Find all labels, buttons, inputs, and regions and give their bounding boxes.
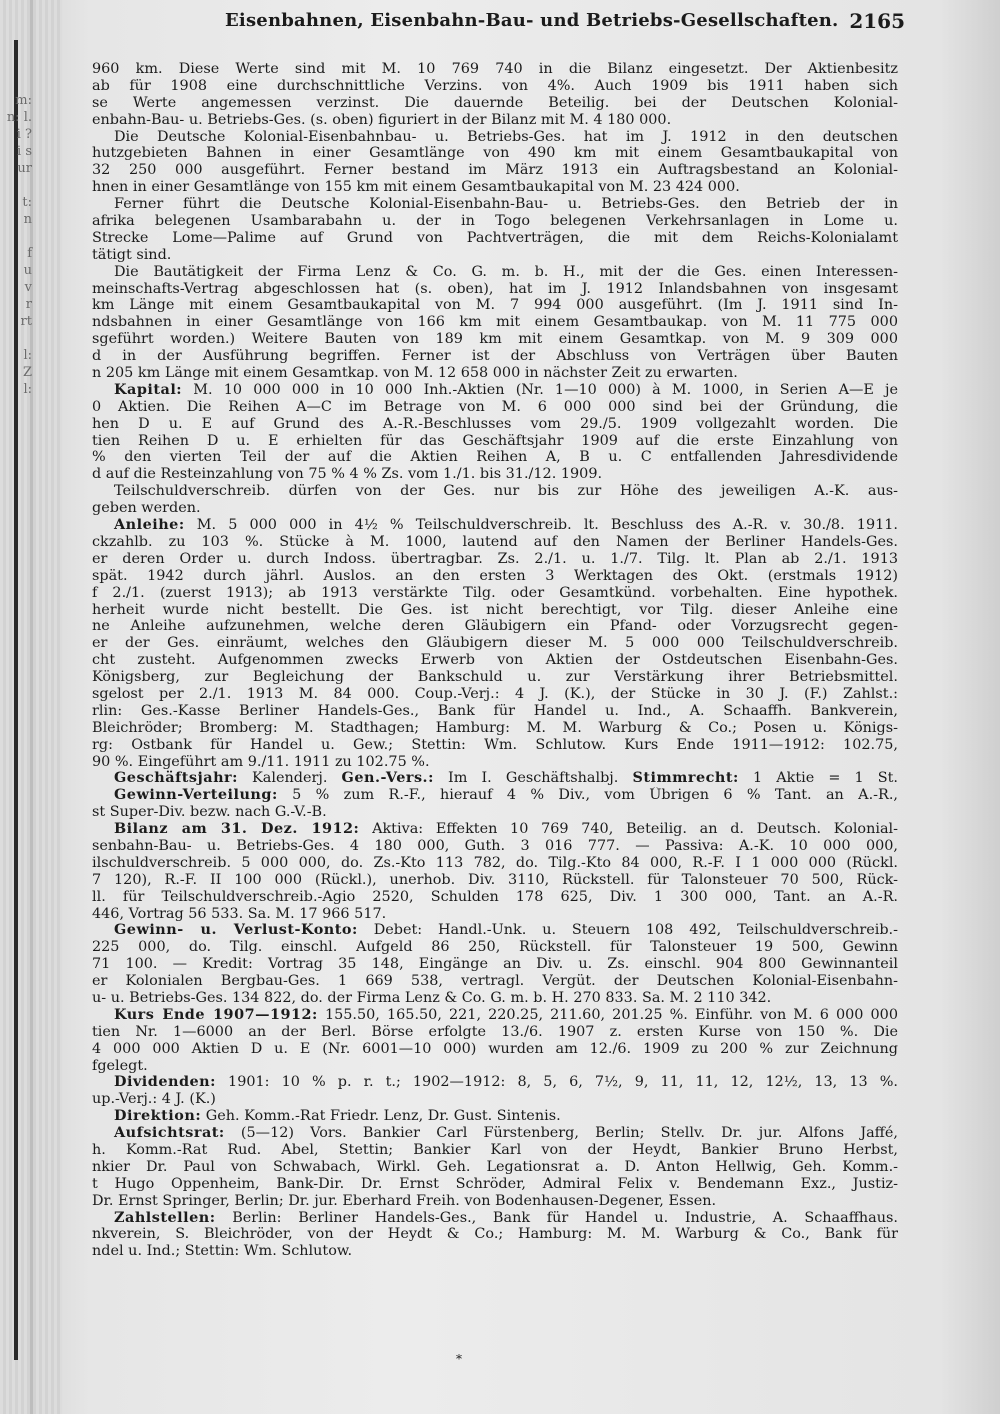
text-line — [92, 264, 898, 281]
line-text: Teilschuldverschreib. dürfen von der Ges. nur bis zur Höhe des jeweiligen A.-K. aus- — [114, 483, 898, 500]
text-line — [92, 1176, 898, 1193]
text-line — [92, 1058, 898, 1075]
text-line — [92, 162, 898, 179]
text-line — [92, 145, 898, 162]
text-line — [92, 939, 898, 956]
line-text: 4 000 000 Aktien D u. E (Nr. 6001—10 000) wurden am 12./6. 1909 zu 200 % zur Zeichnung — [92, 1040, 898, 1057]
text-line — [92, 331, 898, 348]
section-label: Geschäftsjahr: — [114, 770, 238, 787]
margin-fragment: m: — [15, 93, 32, 108]
running-title: Eisenbahnen, Eisenbahn-Bau- und Betriebs-Gesellschaften. — [225, 10, 839, 31]
text-line — [92, 416, 898, 433]
line-text: t Hugo Oppenheim, Bank-Dir. Dr. Ernst Schröder, Admiral Felix v. Bendemann Exz., Justiz- — [92, 1175, 898, 1192]
line-text: st Super-Div. bezw. nach G.-V.-B. — [92, 804, 327, 821]
line-text: 7 120), R.-F. II 100 000 (Rückl.), unerhob. Div. 3110, Rückstell. für Talonsteuer 70 500, Rück- — [92, 871, 898, 888]
text-line — [92, 1091, 898, 1108]
margin-fragment — [0, 330, 60, 347]
line-text: se Werte angemessen verzinst. Die dauernde Beteilig. bei der Deutschen Kolonial- — [92, 94, 898, 111]
text-line — [92, 1041, 898, 1058]
text-line — [92, 821, 898, 838]
line-text: 90 %. Eingeführt am 9./11. 1911 zu 102.75 %. — [92, 753, 430, 770]
text-line — [92, 720, 898, 737]
line-text: enbahn-Bau- u. Betriebs-Ges. (s. oben) figuriert in der Bilanz mit M. 4 180 000. — [92, 111, 672, 128]
text-line — [92, 297, 898, 314]
line-text: nkverein, S. Bleichröder, von der Heydt & Co.; Hamburg: M. M. Warburg & Co., Bank für — [92, 1226, 898, 1243]
section-label: Kapital: — [114, 381, 183, 398]
line-text: up.-Verj.: 4 J. (K.) — [92, 1091, 216, 1108]
line-text: Ferner führt die Deutsche Kolonial-Eisenbahn-Bau- u. Betriebs-Ges. den Betrieb der in — [114, 196, 898, 213]
text-line — [92, 838, 898, 855]
line-text: ckzahlb. zu 103 %. Stücke à M. 1000, lautend auf den Namen der Berliner Handels-Ges. — [92, 533, 898, 550]
margin-fragment: n: l. — [6, 110, 32, 125]
adjacent-page-bleed — [0, 92, 60, 398]
text-line — [92, 1226, 898, 1243]
margin-fragment — [0, 177, 60, 194]
line-text: geben werden. — [92, 500, 201, 517]
line-text: cht zusteht. Aufgenommen zwecks Erwerb von Aktien der Ostdeutschen Eisenbahn-Ges. — [92, 652, 898, 669]
text-line — [92, 129, 898, 146]
text-line — [92, 247, 898, 264]
text-line — [92, 483, 898, 500]
text-line — [92, 179, 898, 196]
section-label: Gen.-Vers.: — [341, 770, 434, 787]
line-text: spät. 1942 durch jährl. Auslos. an den ersten 3 Werktagen des Okt. (erstmals 1912) — [92, 567, 898, 584]
text-line — [92, 906, 898, 923]
margin-fragment: Z — [22, 365, 32, 380]
section-label: Anleihe: — [114, 517, 185, 534]
line-text: % den vierten Teil der auf die Aktien Reihen A, B u. C entfallenden Jahresdividende — [92, 449, 898, 466]
line-text: senbahn-Bau- u. Betriebs-Ges. 4 180 000, Guth. 3 016 777. — Passiva: A.-K. 10 000 000, — [92, 837, 898, 854]
line-text: hen D u. E auf Grund des A.-R.-Beschlusses vom 29./5. 1909 vollgezahlt worden. Die — [92, 415, 898, 432]
text-line — [92, 754, 898, 771]
section-label: Zahlstellen: — [114, 1209, 216, 1226]
line-text: 155.50, 165.50, 221, 220.25, 211.60, 201.25 %. Einführ. von M. 6 000 000 — [317, 1006, 898, 1023]
text-line — [92, 585, 898, 602]
line-text: Im I. Geschäftshalbj. — [433, 770, 633, 787]
text-line — [92, 95, 898, 112]
line-text: d auf die Resteinzahlung von 75 % 4 % Zs. vom 1./1. bis 31./12. 1909. — [92, 466, 603, 483]
section-label: Bilanz am 31. Dez. 1912: — [114, 821, 360, 838]
line-text: fgelegt. — [92, 1057, 148, 1074]
line-text: 71 100. — Kredit: Vortrag 35 148, Eingänge an Div. u. Zs. einschl. 904 800 Gewinnanteil — [92, 956, 898, 973]
line-text: d in der Ausführung begriffen. Ferner ist der Abschluss von Verträgen über Bauten — [92, 348, 898, 365]
line-text: Geh. Komm.-Rat Friedr. Lenz, Dr. Gust. Sintenis. — [201, 1108, 561, 1125]
text-line — [92, 449, 898, 466]
text-line — [92, 551, 898, 568]
line-text: Kalenderj. — [237, 770, 342, 787]
line-text: ab für 1908 eine durchschnittliche Verzins. von 4%. Auch 1909 bis 1911 haben sich — [92, 77, 898, 94]
text-line — [92, 399, 898, 416]
line-text: Berlin: Berliner Handels-Ges., Bank für Handel u. Industrie, A. Schaaffhaus. — [215, 1209, 898, 1226]
line-text: er Kolonialen Bergbau-Ges. 1 669 538, vertragl. Vergüt. der Deutschen Kolonial-Eisenbahn- — [92, 973, 898, 990]
line-text: er deren Order u. durch Indoss. übertragbar. Zs. 2./1. u. 1./7. Tilg. lt. Plan ab 2./1. 1913 — [92, 550, 898, 567]
text-line — [92, 534, 898, 551]
section-label: Dividenden: — [114, 1074, 216, 1091]
margin-fragment: t: — [22, 195, 32, 210]
text-line — [92, 196, 898, 213]
margin-fragment: n — [23, 212, 32, 227]
line-text: 960 km. Diese Werte sind mit M. 10 769 740 in die Bilanz eingesetzt. Der Aktienbesitz — [92, 61, 898, 77]
text-line — [92, 78, 898, 95]
section-label: Gewinn- u. Verlust-Konto: — [114, 922, 358, 939]
text-line — [92, 112, 898, 129]
text-line — [92, 922, 898, 939]
text-line — [92, 737, 898, 754]
line-text: nkier Dr. Paul von Schwabach, Wirkl. Geh. Legationsrat a. D. Anton Hellwig, Geh. Komm.- — [92, 1158, 898, 1175]
line-text: Bleichröder; Bromberg: M. Stadthagen; Hamburg: M. M. Warburg & Co.; Posen u. Königs- — [92, 719, 898, 736]
text-line — [92, 889, 898, 906]
line-text: rg: Ostbank für Handel u. Gew.; Stettin: Wm. Schlutow. Kurs Ende 1911—1912: 102.75, — [92, 736, 898, 753]
line-text: ndel u. Ind.; Stettin: Wm. Schlutow. — [92, 1243, 353, 1260]
text-line — [92, 365, 898, 382]
line-text: afrika belegenen Usambarabahn u. der in Togo belegenen Verkehrsanlagen in Lome u. — [92, 213, 898, 230]
line-text: Königsberg, zur Begleichung der Bankschuld u. zur Verstärkung ihrer Betriebsmittel. — [92, 669, 898, 686]
text-line — [92, 1074, 898, 1091]
text-line — [92, 382, 898, 399]
line-text: 32 250 000 ausgeführt. Ferner bestand im März 1913 ein Auftragsbestand an Kolonial- — [92, 162, 898, 179]
text-line — [92, 230, 898, 247]
section-label: Gewinn-Verteilung: — [114, 787, 278, 804]
text-line — [92, 686, 898, 703]
margin-fragment: l: — [23, 382, 32, 397]
line-text: Die Bautätigkeit der Firma Lenz & Co. G. m. b. H., mit der die Ges. einen Interessen- — [114, 263, 898, 280]
section-label: Aufsichtsrat: — [114, 1125, 225, 1142]
text-line — [92, 652, 898, 669]
line-text: hutzgebieten Bahnen in einer Gesamtlänge von 490 km mit einem Gesamtbaukapital von — [92, 145, 898, 162]
line-text: f 2./1. (zuerst 1913); ab 1913 verstärkte Tilg. oder Gesamtkünd. vorbehalten. Eine hypothek. — [92, 584, 898, 601]
text-line — [92, 855, 898, 872]
text-line — [92, 973, 898, 990]
line-text: meinschafts-Vertrag abgeschlossen hat (s. oben), hat im J. 1912 Inlandsbahnen von insgesamt — [92, 280, 898, 297]
line-text: M. 5 000 000 in 4½ % Teilschuldverschreib. lt. Beschluss des A.-R. v. 30./8. 1911. — [184, 517, 898, 534]
text-line — [92, 568, 898, 585]
text-line — [92, 1243, 898, 1260]
margin-fragment: f — [27, 246, 32, 261]
line-text: ne Anleihe aufzunehmen, welche deren Gläubigern ein Pfand- oder Vorzugsrecht gegen- — [92, 618, 898, 635]
section-label: Kurs Ende 1907—1912: — [114, 1006, 318, 1023]
line-text: n 205 km Länge mit einem Gesamtkap. von M. 12 658 000 in nächster Zeit zu erwarten. — [92, 365, 738, 382]
body-text — [92, 61, 898, 1260]
line-text: ll. für Teilschuldverschreib.-Agio 2520, Schulden 178 625, Div. 1 300 000, Tant. an A.-R. — [92, 888, 898, 905]
text-line — [92, 1024, 898, 1041]
line-text: h. Komm.-Rat Rud. Abel, Stettin; Bankier Karl von der Heydt, Bankier Bruno Herbst, — [92, 1142, 898, 1158]
text-line — [92, 602, 898, 619]
line-text: herheit wurde nicht bestellt. Die Ges. ist nicht berechtigt, vor Tilg. dieser Anleihe eine — [92, 601, 898, 618]
page-header — [95, 2, 905, 34]
margin-fragment: r — [25, 297, 32, 312]
margin-fragment: i s — [17, 144, 32, 159]
margin-fragment: ur — [17, 161, 32, 176]
text-line — [92, 1159, 898, 1176]
text-line — [92, 517, 898, 534]
text-line — [92, 635, 898, 652]
margin-fragment: u — [23, 263, 32, 278]
page-number: 2165 — [849, 9, 905, 33]
margin-fragment: v — [24, 280, 32, 295]
section-label: Stimmrecht: — [632, 770, 739, 787]
line-text: 446, Vortrag 56 533. Sa. M. 17 966 517. — [92, 905, 387, 922]
line-text: (5—12) Vors. Bankier Carl Fürstenberg, Berlin; Stellv. Dr. jur. Alfons Jaffé, — [224, 1125, 898, 1142]
text-line — [92, 787, 898, 804]
line-text: sgeführt worden.) Weitere Bauten von 189 km mit einem Gesamtkap. von M. 9 309 000 — [92, 331, 898, 348]
text-line — [92, 1108, 898, 1125]
line-text: hnen in einer Gesamtlänge von 155 km mit einem Gesamtbaukapital von M. 23 424 000. — [92, 179, 740, 196]
footnote-mark: * — [456, 1352, 462, 1366]
line-text: Aktiva: Effekten 10 769 740, Beteilig. an d. Deutsch. Kolonial- — [359, 821, 898, 838]
text-line — [92, 1125, 898, 1142]
margin-fragment: l: — [23, 348, 32, 363]
margin-fragment — [0, 228, 60, 245]
text-line — [92, 348, 898, 365]
margin-fragment: i ? — [16, 127, 32, 142]
line-text: rlin: Ges.-Kasse Berliner Handels-Ges., Bank für Handel u. Ind., A. Schaaffh. Bankverein, — [92, 702, 898, 719]
text-line — [92, 281, 898, 298]
line-text: ilschuldverschreib. 5 000 000, do. Zs.-Kto 113 782, do. Tilg.-Kto 84 000, R.-F. I 1 000 000 (Rückl. — [92, 854, 898, 871]
text-line — [92, 1007, 898, 1024]
text-line — [92, 669, 898, 686]
text-line — [92, 1193, 898, 1210]
text-line — [92, 61, 898, 78]
text-line — [92, 872, 898, 889]
line-text: 0 Aktien. Die Reihen A—C im Betrage von M. 6 000 000 sind bei der Gründung, die — [92, 398, 898, 415]
line-text: Debet: Handl.-Unk. u. Steuern 108 492, Teilschuldverschreib.- — [357, 922, 898, 939]
line-text: 1 Aktie = 1 St. — [738, 770, 898, 787]
line-text: Dr. Ernst Springer, Berlin; Dr. jur. Eberhard Freih. von Bodenhausen-Degener, Essen. — [92, 1192, 717, 1209]
line-text: ndsbahnen in einer Gesamtlänge von 166 km mit einem Gesamtbaukap. von M. 11 775 000 — [92, 314, 898, 331]
text-line — [92, 956, 898, 973]
line-text: 5 % zum R.-F., hierauf 4 % Div., vom Übrigen 6 % Tant. an A.-R., — [277, 787, 898, 804]
text-line — [92, 1210, 898, 1227]
text-line — [92, 804, 898, 821]
line-text: Die Deutsche Kolonial-Eisenbahnbau- u. Betriebs-Ges. hat im J. 1912 in den deutschen — [114, 128, 898, 145]
line-text: er der Ges. einräumt, welches den Gläubigern dieser M. 5 000 000 Teilschuldverschreib. — [92, 635, 898, 652]
line-text: Strecke Lome—Palime auf Grund von Pachtverträgen, die mit dem Reichs-Kolonialamt — [92, 229, 898, 246]
line-text: M. 10 000 000 in 10 000 Inh.-Aktien (Nr. 1—10 000) à M. 1000, in Serien A—E je — [182, 381, 898, 398]
line-text: 225 000, do. Tilg. einschl. Aufgeld 86 250, Rückstell. für Talonsteuer 19 500, Gewinn — [92, 939, 898, 956]
text-line — [92, 703, 898, 720]
text-line — [92, 314, 898, 331]
text-line — [92, 990, 898, 1007]
text-line — [92, 466, 898, 483]
line-text: sgelost per 2./1. 1913 M. 84 000. Coup.-Verj.: 4 J. (K.), der Stücke in 30 J. (F.) Zahlst.: — [92, 685, 898, 702]
line-text: km Länge mit einem Gesamtbaukapital von M. 7 994 000 ausgeführt. (Im J. 1911 sind In- — [92, 297, 898, 314]
line-text: 1901: 10 % p. r. t.; 1902—1912: 8, 5, 6, 7½, 9, 11, 11, 12, 12½, 13, 13 %. — [215, 1074, 898, 1091]
line-text: tien Reihen D u. E erhielten für das Geschäftsjahr 1909 auf die erste Einzahlung von — [92, 432, 898, 449]
section-label: Direktion: — [114, 1108, 202, 1125]
line-text: tien Nr. 1—6000 an der Berl. Börse erfolgte 13./6. 1907 z. ersten Kurse von 150 %. Die — [92, 1023, 898, 1040]
text-line — [92, 433, 898, 450]
text-line — [92, 1142, 898, 1159]
text-line — [92, 618, 898, 635]
text-line — [92, 213, 898, 230]
line-text: tätigt sind. — [92, 246, 172, 263]
margin-fragment: rt — [20, 314, 32, 329]
text-line — [92, 770, 898, 787]
text-line — [92, 500, 898, 517]
line-text: u- u. Betriebs-Ges. 134 822, do. der Firma Lenz & Co. G. m. b. H. 270 833. Sa. M. 2 110 342. — [92, 989, 772, 1006]
